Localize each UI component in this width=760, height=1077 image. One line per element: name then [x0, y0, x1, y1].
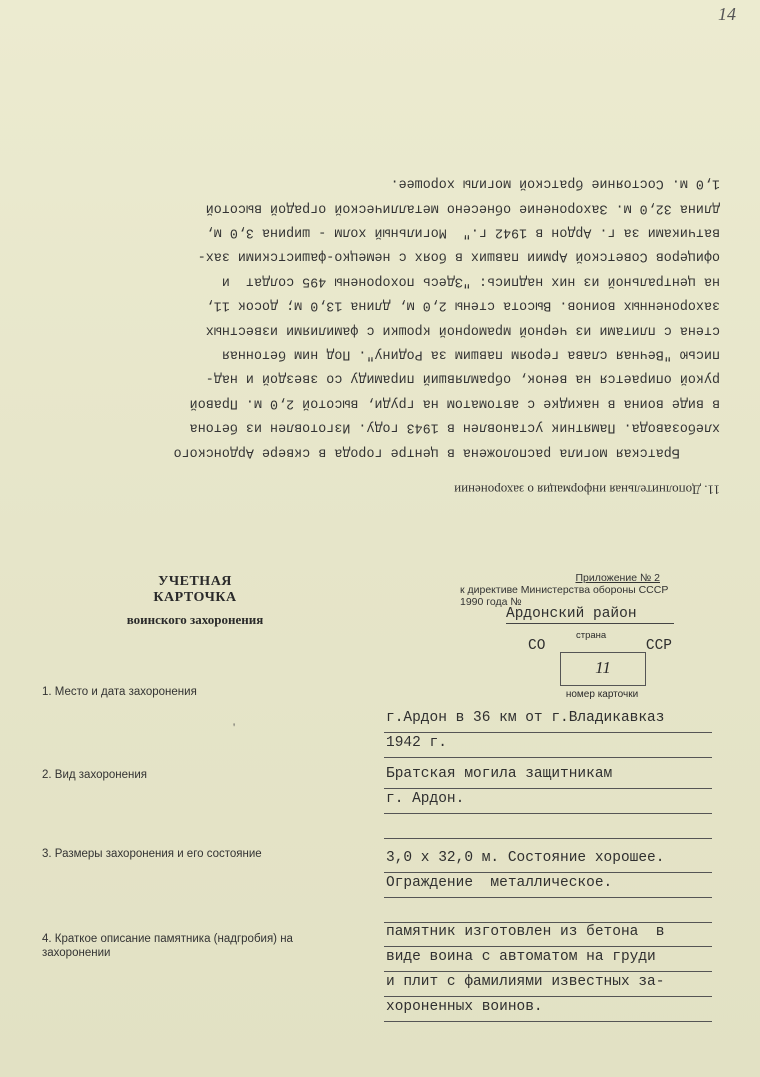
field-label-burial-type: 2. Вид захоронения — [42, 769, 148, 781]
info-line: офицеров Советской Армии павших в боях с немецко-фашистскими зах- — [197, 248, 720, 264]
answer-line: памятник изготовлен из бетона в — [384, 922, 712, 947]
form-title-main: УЧЕТНАЯ КАРТОЧКА — [153, 574, 237, 605]
additional-info-section — [60, 170, 720, 501]
info-line: ватчиками за г. Ардон в 1942 г." Могильный холм - ширина 3,0 м, — [205, 224, 720, 240]
info-line: писью "Вечная слава героям павшим за Родину". Под ним бетонная — [221, 346, 720, 362]
field-label-place-date: 1. Место и дата захоронения — [42, 686, 197, 698]
section-heading: 11. Дополнительная информация о захоронении — [454, 482, 720, 498]
answer-line — [384, 898, 712, 923]
answer-line: 3,0 х 32,0 м. Состояние хорошее. — [384, 848, 712, 873]
field-label-size-condition: 3. Размеры захоронения и его состояние — [42, 848, 262, 860]
answer-line: и плит с фамилиями известных за- — [384, 972, 712, 997]
info-line: рукой опирается на венок, обрамлявший пирамиду со звездой и над- — [205, 370, 720, 386]
appendix-title: Приложение № 2 — [575, 572, 660, 584]
form-title — [115, 574, 275, 628]
info-line: захороненных воинов. Высота стены 2,0 м, длина 13,0 м; досок 11, — [205, 297, 720, 313]
card-number-label: номер карточки — [565, 689, 639, 700]
field-label-monument-description: 4. Краткое описание памятника (надгробия) на захоронении — [42, 933, 293, 959]
answer-place-date — [384, 708, 712, 758]
answer-monument-description — [384, 922, 712, 1022]
info-line: длина 32,0 м. Захоронение обнесено металлической оградой высотой — [205, 199, 720, 215]
country-prefix: СО — [528, 638, 546, 654]
info-line: на центральной из них надпись: "Здесь похоронены 495 солдат и — [221, 273, 720, 289]
answer-line: г.Ардон в 36 км от г.Владикавказ — [384, 708, 712, 733]
info-line: в виде воина в накидке с автоматом на груди, высотой 2,0 м. Правой — [189, 395, 720, 411]
answer-line: г. Ардон. — [384, 789, 712, 814]
appendix-line: 1990 года № — [460, 596, 522, 608]
info-line: хлебозавода. Памятник установлен в 1943 году. Изготовлен из бетона — [189, 419, 720, 435]
card-number-box: 11 — [560, 652, 646, 686]
appendix-line: к директиве Министерства обороны СССР — [460, 584, 669, 596]
info-line: Братская могила расположена в центре города в сквере Ардонского — [173, 443, 720, 459]
country-suffix: ССР — [645, 638, 672, 654]
answer-burial-type — [384, 764, 712, 839]
answer-line: 1942 г. — [384, 733, 712, 758]
answer-line — [384, 814, 712, 839]
tick-mark: ' — [233, 720, 236, 734]
country-label: страна — [576, 630, 607, 641]
answer-line: хороненных воинов. — [384, 997, 712, 1022]
appendix-note — [460, 572, 700, 608]
answer-line: Братская могила защитникам — [384, 764, 712, 789]
district-field: Ардонский район — [506, 606, 674, 624]
form-title-sub: воинского захоронения — [126, 612, 264, 627]
info-line: 1,0 м. Состояние братской могилы хорошее. — [390, 175, 720, 191]
answer-size-condition — [384, 848, 712, 923]
page-number: 14 — [718, 4, 736, 24]
info-line: стена с плитами из черной мраморной крошки с фамилиями известных — [205, 321, 720, 337]
answer-line: виде воина с автоматом на груди — [384, 947, 712, 972]
answer-line: Ограждение металлическое. — [384, 873, 712, 898]
